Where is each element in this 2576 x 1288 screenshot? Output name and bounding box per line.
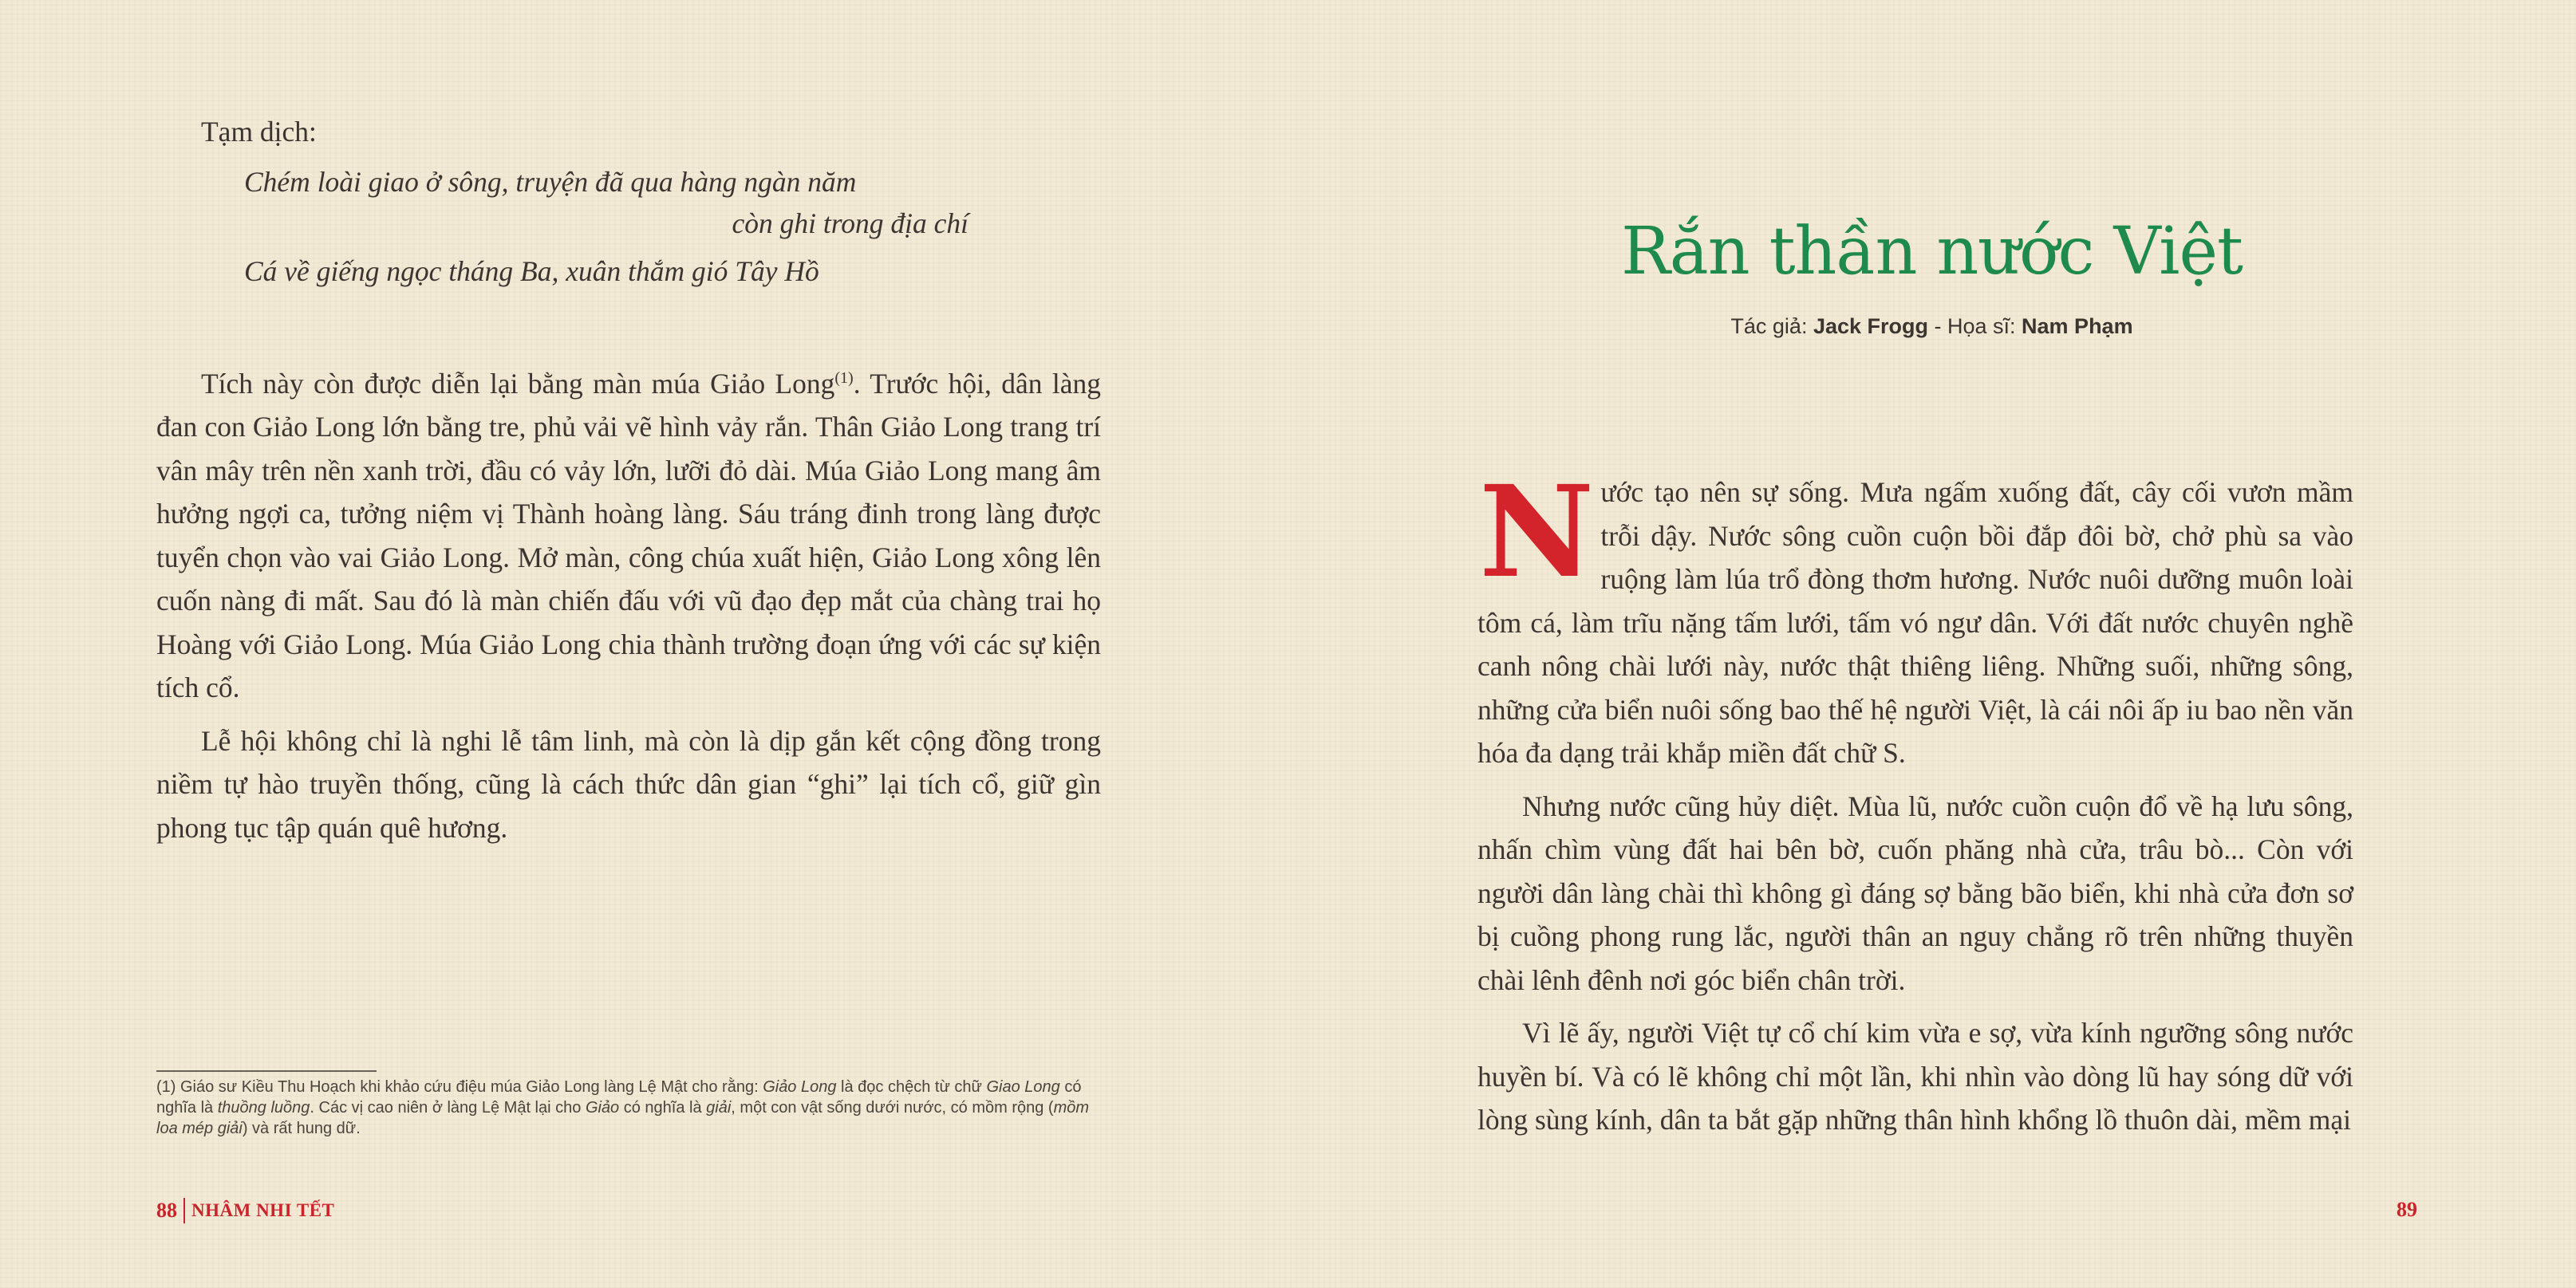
- footnote: (1) Giáo sư Kiều Thu Hoạch khi khảo cứu điệu múa Giảo Long làng Lệ Mật cho rằng: Giảo Long là đọc chệch từ chữ Giao Long có nghĩa là thuồng luồng. Các vị cao niên ở làng Lệ Mật lại cho Giảo có nghĩa là giải, một con vật sống dưới nước, có mồm rộng (mồm loa mép giải) và rất hung dữ.: [156, 1078, 1090, 1137]
- right-body-text: [1477, 459, 2353, 1152]
- right-paragraph-3: Vì lẽ ấy, người Việt tự cổ chí kim vừa e sợ, vừa kính ngưỡng sông nước huyền bí. Và có lẽ không chỉ một lần, khi nhìn vào dòng lũ hay sóng dữ với lòng sùng kính, dân ta bắt gặp những thân hình khổng lồ thuôn dài, mềm mại: [1477, 1017, 2353, 1136]
- left-paragraph-2: Lễ hội không chỉ là nghi lễ tâm linh, mà còn là dịp gắn kết cộng đồng trong niềm tự hào truyền thống, cũng là cách thức dân gian “ghi” lại tích cổ, giữ gìn phong tục tập quán quê hương.: [156, 724, 1101, 844]
- poem-line-2: còn ghi trong địa chí: [732, 207, 968, 239]
- left-folio: [156, 1198, 334, 1223]
- drop-cap: N: [1479, 459, 1595, 606]
- running-title: NHÂM NHI TẾT: [191, 1200, 335, 1220]
- folio-separator: [183, 1198, 185, 1223]
- footnote-reference[interactable]: (1): [834, 369, 854, 387]
- right-paragraph-2: Nhưng nước cũng hủy diệt. Mùa lũ, nước cuồn cuộn đổ về hạ lưu sông, nhấn chìm vùng đất hai bên bờ, cuốn phăng nhà cửa, trâu bò... Còn với người dân làng chài thì không gì đáng sợ bằng bão biển, khi nhà cửa đơn sơ bị cuồng phong rung lắc, người thân an nguy chẳng rõ trên những thuyền chài lênh đênh nơi góc biển chân trời.: [1477, 790, 2353, 996]
- poem-line-3: Cá về giếng ngọc tháng Ba, xuân thắm gió Tây Hồ: [244, 255, 819, 287]
- byline: Tác giả: Jack Frogg - Họa sĩ: Nam Phạm: [1730, 314, 2133, 338]
- left-body-text: [156, 356, 1101, 859]
- illustrator-name: Nam Phạm: [2022, 314, 2133, 338]
- story-title: Rắn thần nước Việt: [1621, 214, 2243, 290]
- footnote-divider: [156, 1070, 377, 1072]
- translated-poem: [244, 161, 970, 292]
- author-name: Jack Frogg: [1813, 314, 1928, 338]
- right-page: Rắn thần nước Việt Tác giả: Jack Frogg - Họa sĩ: Nam Phạm Nước tạo nên sự sống. Mưa ngấm xuống đất, cây cối vươn mầm trỗi dậy. Nước sông cuồn cuộn bồi đắp đôi bờ, chở phù sa vào ruộng làm lúa trổ đòng thơm hương. Nước nuôi dưỡng muôn loài tôm cá, làm trĩu nặng tấm lưới, tấm vó ngư dân. Với đất nước chuyên nghề canh nông chài lưới này, nước thật thiêng liêng. Những suối, những sông, những cửa biển nuôi sống bao thế hệ người Việt, là cái nôi ấp iu bao nền văn hóa đa dạng trải khắp miền đất chữ S. Nhưng nước cũng hủy diệt. Mùa lũ, nước cuồn cuộn đổ về hạ lưu sông, nhấn chìm vùng đất hai bên bờ, cuốn phăng nhà cửa, trâu bò... Còn với người dân làng chài thì không gì đáng sợ bằng bão biển, khi nhà cửa đơn sơ bị cuồng phong rung lắc, người thân an nguy chẳng rõ trên những thuyền chài lênh đênh nơi góc biển chân trời. Vì lẽ ấy, người Việt tự cổ chí kim vừa e sợ, vừa kính ngưỡng sông nước huyền bí. Và có lẽ không chỉ một lần, khi nhìn vào dòng lũ hay sóng dữ với lòng sùng kính, dân ta bắt gặp những thân hình khổng lồ thuôn dài, mềm mại 89: [1288, 0, 2576, 1288]
- left-paragraph-1: Tích này còn được diễn lại bằng màn múa Giảo Long$^{(1)}$. Trước hội, dân làng đan con Giảo Long lớn bằng tre, phủ vải vẽ hình vảy rắn. Thân Giảo Long trang trí vân mây trên nền xanh trời, đầu có vảy lớn, lưỡi đỏ dài. Múa Giảo Long mang âm hưởng ngợi ca, tưởng niệm vị Thành hoàng làng. Sáu tráng đinh trong làng được tuyển chọn vào vai Giảo Long. Mở màn, công chúa xuất hiện, Giảo Long xông lên cuốn nàng đi mất. Sau đó là màn chiến đấu với vũ đạo đẹp mắt của chàng trai họ Hoàng với Giảo Long. Múa Giảo Long chia thành trường đoạn ứng với các sự kiện tích cổ.: [156, 367, 1101, 704]
- translation-label: Tạm dịch:: [201, 116, 317, 148]
- right-paragraph-1: Nước tạo nên sự sống. Mưa ngấm xuống đất, cây cối vươn mầm trỗi dậy. Nước sông cuồn cuộn bồi đắp đôi bờ, chở phù sa vào ruộng làm lúa trổ đòng thơm hương. Nước nuôi dưỡng muôn loài tôm cá, làm trĩu nặng tấm lưới, tấm vó ngư dân. Với đất nước chuyên nghề canh nông chài lưới này, nước thật thiêng liêng. Những suối, những sông, những cửa biển nuôi sống bao thế hệ người Việt, là cái nôi ấp iu bao nền văn hóa đa dạng trải khắp miền đất chữ S.: [1477, 459, 2353, 769]
- poem-line-1: Chém loài giao ở sông, truyện đã qua hàng ngàn năm: [244, 166, 857, 198]
- page-number-left: 88: [156, 1199, 177, 1222]
